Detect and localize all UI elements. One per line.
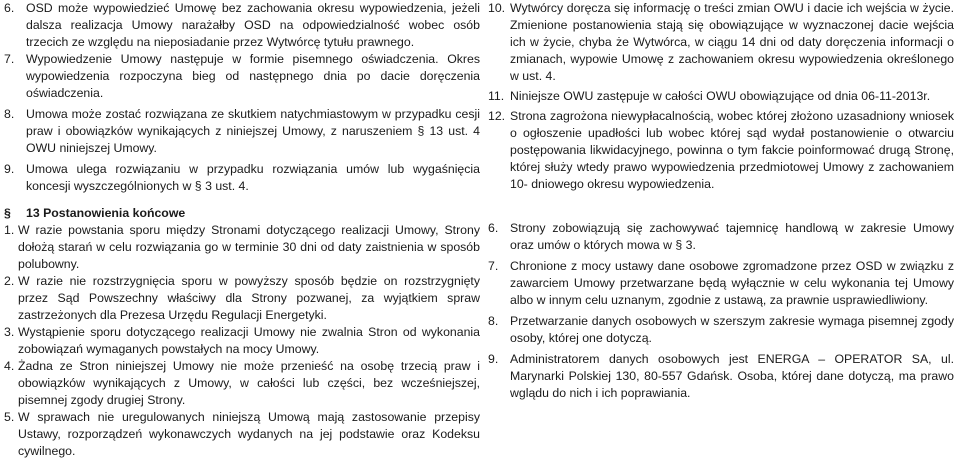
clause-left-bottom-4 (4, 358, 480, 409)
clause-text: Wytwórcy doręcza się informację o treści zmian OWU i dacie ich wejścia w życie. Zmienione postanowienia stają się obowiązujące w wyznaczonej dacie wejścia ich w życie, chyba że Wytwórca, w ciągu 14 dni od daty doręczenia informacji o zmianach, wypowie Umowę z zachowaniem okresu wypowiedzenia określonego w ust. 4. (510, 1, 954, 83)
right-column (488, 0, 954, 402)
clause-right-bottom-6 (488, 220, 954, 254)
clause-text: Strona zagrożona niewypłacalnością, wobec której złożono uzasadniony wniosek o ogłoszenie upadłości lub wobec której sąd wydał postanowienie o otwarciu postępowania likwidacyjnego, powinna o tym fakcie poinformować drugą Stronę, której służy wtedy prawo wypowiedzenia przedmiotowej Umowy z zachowaniem 10- dniowego okresu wypowiedzenia. (510, 109, 954, 191)
clause-text: Umowa ulega rozwiązaniu w przypadku rozwiązania umów lub wygaśnięcia koncesji wyszczególnionych w § 3 ust. 4. (26, 162, 480, 193)
clause-number: 9. (4, 162, 15, 176)
clause-number: 10. (488, 1, 506, 15)
clause-right-bottom-7 (488, 258, 954, 309)
clause-left-top-8 (4, 106, 480, 157)
clause-number: 6. (4, 1, 15, 15)
section-symbol: § (4, 206, 11, 220)
section-title: 13 Postanowienia końcowe (26, 206, 186, 220)
clause-number: 6. (488, 221, 499, 235)
clause-number: 8. (488, 314, 499, 328)
clause-number: 12. (488, 109, 506, 123)
clause-number: 4. (4, 359, 15, 373)
clause-left-top-9 (4, 161, 480, 195)
clause-number: 8. (4, 107, 15, 121)
clause-right-top-11 (488, 88, 954, 105)
clause-left-bottom-5 (4, 409, 480, 460)
clause-number: 5. (4, 410, 15, 424)
clause-right-bottom-8 (488, 313, 954, 347)
clause-number: 11. (488, 89, 505, 103)
clause-text: Niniejsze OWU zastępuje w całości OWU obowiązujące od dnia 06-11-2013r. (510, 89, 931, 103)
clause-text: Wystąpienie sporu dotyczącego realizacji Umowy nie zwalnia Stron od wykonania zobowiązań wymaganych powstałych na mocy Umowy. (18, 325, 480, 356)
clause-right-bottom-9 (488, 351, 954, 402)
clause-number: 9. (488, 352, 499, 366)
clause-right-top-10 (488, 0, 954, 85)
clause-left-top-7 (4, 51, 480, 102)
clause-right-top-12 (488, 108, 954, 193)
clause-left-bottom-3 (4, 324, 480, 358)
clause-number: 2. (4, 274, 15, 288)
clause-text: W sprawach nie uregulowanych niniejszą Umową mają zastosowanie przepisy Ustawy, rozporządzeń wykonawczych wydanych na jej podstawie oraz Kodeksu cywilnego. (18, 410, 480, 458)
clause-number: 3. (4, 325, 15, 339)
clause-number: 7. (4, 52, 15, 66)
clause-text: Strony zobowiązują się zachowywać tajemnicę handlową w zakresie Umowy oraz umów o których mowa w § 3. (510, 221, 954, 252)
clause-number: 1. (4, 223, 15, 237)
left-column (4, 0, 480, 460)
clause-left-bottom-1 (4, 222, 480, 273)
clause-text: Żadna ze Stron niniejszej Umowy nie może przenieść na osobę trzecią praw i obowiązków wynikających z Umowy, w całości lub części, bez wcześniejszej, pisemnej zgody drugiej Strony. (18, 359, 480, 407)
clause-text: Przetwarzanie danych osobowych w szerszym zakresie wymaga pisemnej zgody osoby, której one dotyczą. (510, 314, 954, 345)
clause-text: Administratorem danych osobowych jest ENERGA – OPERATOR SA, ul. Marynarki Polskiej 130, 80-557 Gdańsk. Osoba, której dane dotyczą, ma prawo wglądu do nich i ich poprawiania. (510, 352, 954, 400)
clause-left-bottom-2 (4, 273, 480, 324)
clause-text: OSD może wypowiedzieć Umowę bez zachowania okresu wypowiedzenia, jeżeli dalsza realizacja Umowy narażałby OSD na odpowiedzialność wobec osób trzecich ze względu na nieposiadanie przez Wytwórcę tytułu prawnego. (26, 1, 480, 49)
clause-text: Wypowiedzenie Umowy następuje w formie pisemnego oświadczenia. Okres wypowiedzenia rozpoczyna bieg od następnego dnia po dacie doręczenia oświadczenia. (26, 52, 480, 100)
clause-left-top-6 (4, 0, 480, 51)
clause-number: 7. (488, 259, 499, 273)
clause-text: Umowa może zostać rozwiązana ze skutkiem natychmiastowym w przypadku cesji praw i obowiązków wynikających z niniejszej Umowy, z naruszeniem § 13 ust. 4 OWU niniejszej Umowy. (26, 107, 480, 155)
clause-text: W razie nie rozstrzygnięcia sporu w powyższy sposób będzie on rozstrzygnięty przez Sąd Powszechny właściwy dla Strony pozwanej, za wyjątkiem spraw zastrzeżonych dla Prezesa Urzędu Regulacji Energetyki. (18, 274, 480, 322)
section-heading (4, 205, 480, 222)
clause-text: W razie powstania sporu między Stronami dotyczącego realizacji Umowy, Strony dołożą starań w celu rozwiązania go w terminie 30 dni od daty zaistnienia w sposób polubowny. (18, 223, 480, 271)
clause-text: Chronione z mocy ustawy dane osobowe zgromadzone przez OSD w związku z zawarciem Umowy przetwarzane będą wyłącznie w celu wykonania tej Umowy albo w innym celu uznanym, zgodnie z ustawą, za prawnie usprawiedliwiony. (510, 259, 954, 307)
